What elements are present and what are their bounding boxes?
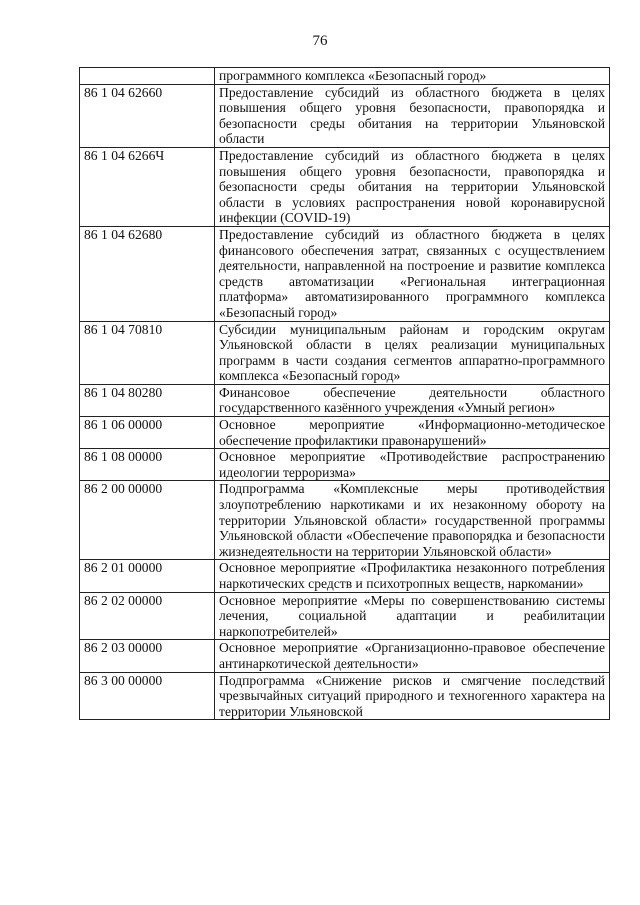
- row-description: Основное мероприятие «Меры по совершенствованию системы лечения, социальной адаптации и реабилитации наркопотребителей»: [215, 592, 610, 640]
- row-description: Основное мероприятие «Информационно-методическое обеспечение профилактики правонарушений»: [215, 417, 610, 449]
- table-row: [80, 384, 610, 416]
- row-code: [80, 68, 215, 85]
- table-row: [80, 481, 610, 560]
- table-row: [80, 226, 610, 321]
- row-description: Предоставление субсидий из областного бюджета в целях повышения общего уровня безопасности, правопорядка и безопасности среды обитания на территории Ульяновской области: [215, 84, 610, 147]
- table-row: [80, 672, 610, 720]
- row-description: Предоставление субсидий из областного бюджета в целях повышения общего уровня безопасности, правопорядка и безопасности среды обитания на территории Ульяновской области в условиях распространения новой коронавирусной инфекции (COVID-19): [215, 147, 610, 226]
- row-description: Основное мероприятие «Противодействие распространению идеологии терроризма»: [215, 449, 610, 481]
- table-row: [80, 449, 610, 481]
- table-row: [80, 84, 610, 147]
- row-code: 86 1 06 00000: [80, 417, 215, 449]
- budget-classification-table: [79, 67, 610, 720]
- row-code: 86 2 02 00000: [80, 592, 215, 640]
- row-code: 86 3 00 00000: [80, 672, 215, 720]
- table-row: [80, 640, 610, 672]
- row-description: программного комплекса «Безопасный город»: [215, 68, 610, 85]
- row-code: 86 1 04 62680: [80, 226, 215, 321]
- table-row: [80, 592, 610, 640]
- row-description: Подпрограмма «Комплексные меры противодействия злоупотреблению наркотиками и их незаконному обороту на территории Ульяновской области» государственной программы Ульяновской области «Обеспечение правопорядка и безопасности жизнедеятельности на территории Ульяновской области»: [215, 481, 610, 560]
- row-description: Финансовое обеспечение деятельности областного государственного казённого учреждения «Умный регион»: [215, 384, 610, 416]
- table-row: [80, 417, 610, 449]
- page-number: 76: [312, 33, 328, 49]
- table-row: [80, 147, 610, 226]
- row-code: 86 1 04 80280: [80, 384, 215, 416]
- row-description: Субсидии муниципальным районам и городским округам Ульяновской области в целях реализации муниципальных программ в части создания сегментов аппаратно-программного комплекса «Безопасный город»: [215, 321, 610, 384]
- table-row: [80, 68, 610, 85]
- row-code: 86 2 03 00000: [80, 640, 215, 672]
- row-code: 86 1 04 62660: [80, 84, 215, 147]
- row-code: 86 1 04 70810: [80, 321, 215, 384]
- row-description: Подпрограмма «Снижение рисков и смягчение последствий чрезвычайных ситуаций природного и техногенного характера на территории Ульяновской: [215, 672, 610, 720]
- row-code: 86 2 00 00000: [80, 481, 215, 560]
- row-code: 86 2 01 00000: [80, 560, 215, 592]
- table-row: [80, 560, 610, 592]
- row-code: 86 1 08 00000: [80, 449, 215, 481]
- table-row: [80, 321, 610, 384]
- row-description: Основное мероприятие «Профилактика незаконного потребления наркотических средств и психотропных веществ, наркомании»: [215, 560, 610, 592]
- row-description: Основное мероприятие «Организационно-правовое обеспечение антинаркотической деятельности»: [215, 640, 610, 672]
- row-code: 86 1 04 6266Ч: [80, 147, 215, 226]
- row-description: Предоставление субсидий из областного бюджета в целях финансового обеспечения затрат, связанных с осуществлением деятельности, направленной на построение и развитие комплекса средств автоматизации «Региональная интеграционная платформа» автоматизированного программного комплекса «Безопасный город»: [215, 226, 610, 321]
